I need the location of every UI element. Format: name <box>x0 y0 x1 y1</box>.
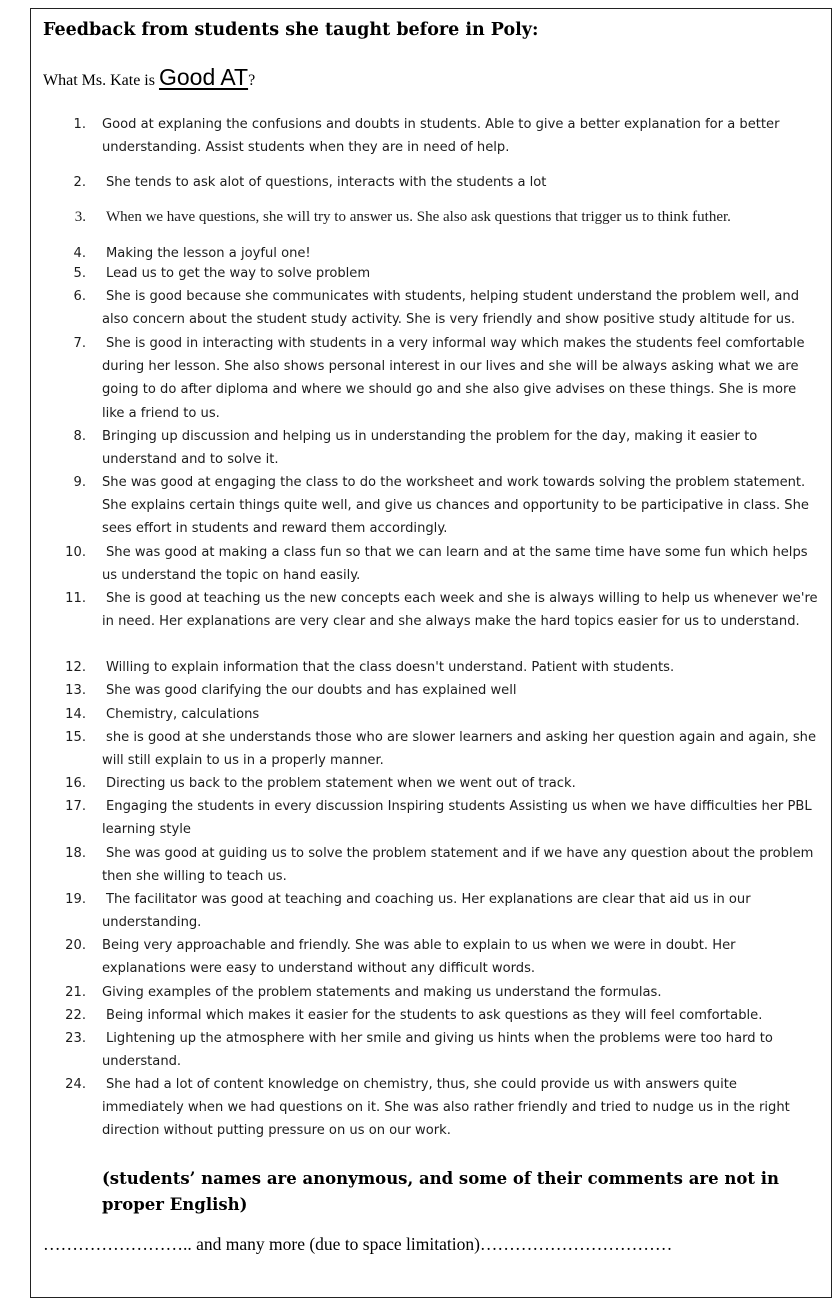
item-text: Bringing up discussion and helping us in understanding the problem for the day, making it easier to understand and to solve it. <box>102 429 758 468</box>
item-number: 2. <box>73 175 86 190</box>
item-number: 23. <box>65 1031 86 1046</box>
item-text: Chemistry, calculations <box>106 707 260 722</box>
subheading-emphasis: Good AT <box>158 64 249 90</box>
item-text: She tends to ask alot of questions, interacts with the students a lot <box>106 175 547 190</box>
item-text: She was good at guiding us to solve the problem statement and if we have any question about the problem then she willing to teach us. <box>102 846 814 885</box>
subheading-suffix: ? <box>248 72 256 89</box>
item-number: 14. <box>65 707 86 722</box>
item-number: 5. <box>73 266 86 281</box>
item-text: Engaging the students in every discussion Inspiring students Assisting us when we have difficulties her PBL learning style <box>102 799 812 838</box>
item-number: 18. <box>65 846 86 861</box>
anonymity-note: (students’ names are anonymous, and some of their comments are not in proper English) <box>102 1169 779 1214</box>
item-number: 16. <box>65 776 86 791</box>
item-number: 13. <box>65 683 86 698</box>
item-text: She was good at engaging the class to do the worksheet and work towards solving the problem statement. She explains certain things quite well, and give us chances and opportunity to be participative in class. She sees effort in students and reward them accordingly. <box>102 475 809 537</box>
item-number: 1. <box>73 117 86 132</box>
item-number: 6. <box>73 289 86 304</box>
item-number: 24. <box>65 1077 86 1092</box>
item-number: 7. <box>73 336 86 351</box>
item-text: She had a lot of content knowledge on chemistry, thus, she could provide us with answers quite immediately when we had questions on it. She was also rather friendly and tried to nudge us in the right direction without putting pressure on us on our work. <box>102 1077 790 1139</box>
item-text: When we have questions, she will try to answer us. She also ask questions that trigger us to think futher. <box>106 209 731 225</box>
item-text: Good at explaning the confusions and doubts in students. Able to give a better explanation for a better understanding. Assist students when they are in need of help. <box>102 117 780 156</box>
item-number: 3. <box>74 209 86 225</box>
item-number: 12. <box>65 660 86 675</box>
document-heading: Feedback from students she taught before in Poly: <box>43 20 539 40</box>
section-subheading <box>43 64 255 91</box>
item-text: Lead us to get the way to solve problem <box>106 266 371 281</box>
item-text: Willing to explain information that the class doesn't understand. Patient with students. <box>106 660 675 675</box>
item-number: 19. <box>65 892 86 907</box>
item-number: 8. <box>73 429 86 444</box>
item-text: The facilitator was good at teaching and coaching us. Her explanations are clear that aid us in our understanding. <box>102 892 751 931</box>
item-text: Giving examples of the problem statements and making us understand the formulas. <box>102 985 662 1000</box>
item-text: she is good at she understands those who are slower learners and asking her question again and again, she will still explain to us in a properly manner. <box>102 730 817 769</box>
item-number: 4. <box>73 246 86 261</box>
item-text: She is good because she communicates with students, helping student understand the problem well, and also concern about the student study activity. She is very friendly and show positive study altitude for us. <box>102 289 800 328</box>
footer-line: …………………….. and many more (due to space limitation)…………………………… <box>43 1234 673 1254</box>
item-text: She is good in interacting with students in a very informal way which makes the students feel comfortable during her lesson. She also shows personal interest in our lives and she will be always asking what we are going to do after diploma and where we should go and she also give advises on these things. She is more like a friend to us. <box>102 336 805 421</box>
item-number: 22. <box>65 1008 86 1023</box>
item-text: She was good clarifying the our doubts and has explained well <box>106 683 517 698</box>
item-text: She was good at making a class fun so that we can learn and at the same time have some fun which helps us understand the topic on hand easily. <box>102 545 808 584</box>
item-text: Being informal which makes it easier for the students to ask questions as they will feel comfortable. <box>106 1008 763 1023</box>
item-number: 21. <box>65 985 86 1000</box>
item-text: Being very approachable and friendly. She was able to explain to us when we were in doubt. Her explanations were easy to understand without any difficult words. <box>102 938 736 977</box>
item-number: 17. <box>65 799 86 814</box>
item-number: 11. <box>65 591 86 606</box>
item-text: Lightening up the atmosphere with her smile and giving us hints when the problems were too hard to understand. <box>102 1031 773 1070</box>
item-text: Making the lesson a joyful one! <box>106 246 311 261</box>
item-number: 10. <box>65 545 86 560</box>
item-number: 15. <box>65 730 86 745</box>
subheading-prefix: What Ms. Kate is <box>43 72 159 89</box>
item-text: She is good at teaching us the new concepts each week and she is always willing to help us whenever we're in need. Her explanations are very clear and she always make the hard topics easier for us to understand. <box>102 591 818 630</box>
item-text: Directing us back to the problem statement when we went out of track. <box>106 776 576 791</box>
item-number: 20. <box>65 938 86 953</box>
item-number: 9. <box>73 475 86 490</box>
